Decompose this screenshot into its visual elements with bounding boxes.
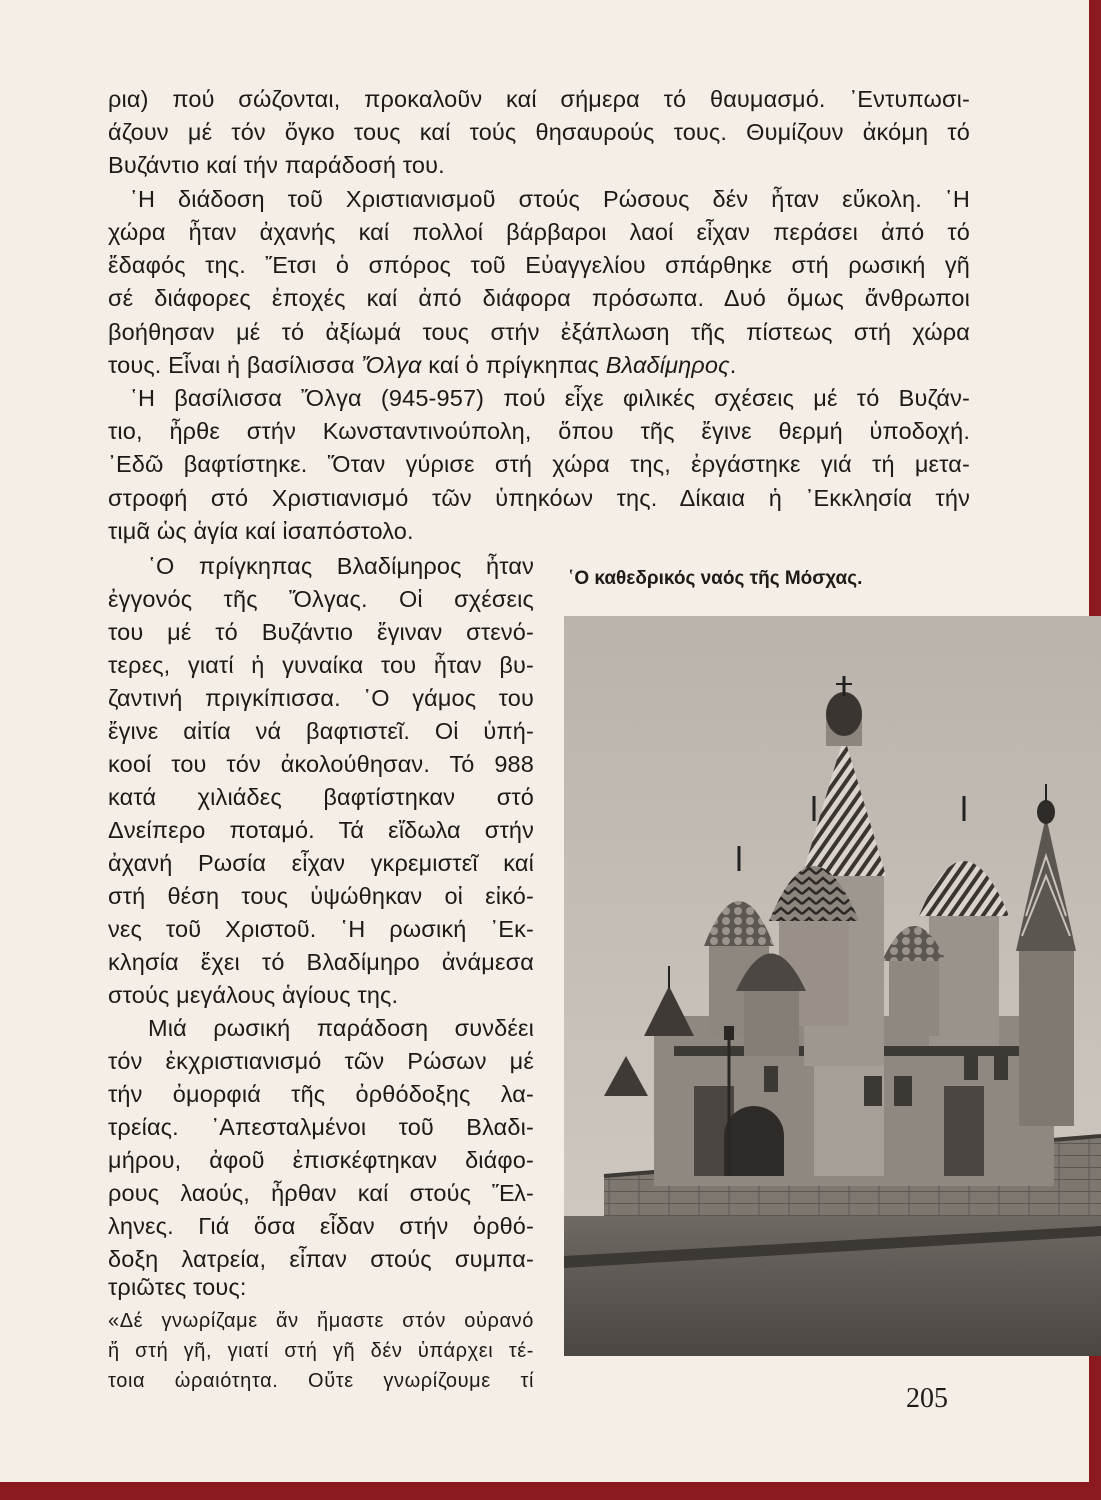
text-line: του μέ τό Βυζάντιο ἔγιναν στενό- <box>108 619 534 645</box>
photo-caption: ῾Ο καθεδρικός ναός τῆς Μόσχας. <box>568 568 863 589</box>
text-line: σέ διάφορες ἐποχές καί ἀπό διάφορα πρόσωπα. Δυό ὅμως ἄνθρωποι <box>108 285 970 311</box>
text-line: κοοί του τόν ἀκολούθησαν. Τό 988 <box>108 751 534 777</box>
text-line: τρείας. ᾿Απεσταλμένοι τοῦ Βλαδι- <box>108 1114 534 1140</box>
text-line: ἔδαφός της. Ἔτσι ὁ σπόρος τοῦ Εὐαγγελίου σπάρθηκε στή ρωσική γῆ <box>108 252 970 278</box>
cathedral-photo <box>564 616 1101 1356</box>
text-line: χώρα ἦταν ἀχανής καί πολλοί βάρβαροι λαοί εἶχαν περάσει ἀπό τό <box>108 219 970 245</box>
text-line: τιο, ἦρθε στήν Κωνσταντινούπολη, ὅπου τῆς ἔγινε θερμή ὑποδοχή. <box>108 418 970 444</box>
text-line: ῾Ο πρίγκηπας Βλαδίμηρος ἦταν <box>148 553 534 579</box>
text-line: δοξη λατρεία, εἶπαν στούς συμπα- <box>108 1246 534 1272</box>
text-line: ῾Η βασίλισσα Ὄλγα (945-957) πού εἶχε φιλικές σχέσεις μέ τό Βυζάν- <box>130 385 970 411</box>
text-line: Δνείπερο ποταμό. Τά εἴδωλα στήν <box>108 817 534 843</box>
page-number: 205 <box>906 1383 948 1414</box>
text-line: άζουν μέ τόν ὄγκο τους καί τούς θησαυρούς τους. Θυμίζουν ἀκόμη τό <box>108 119 970 145</box>
text-line: νες τοῦ Χριστοῦ. ῾Η ρωσική ᾿Εκ- <box>108 916 534 942</box>
text-line: ἔγινε αἰτία νά βαφτιστεῖ. Οἱ ὑπή- <box>108 718 534 744</box>
quote-line: ἤ στή γῆ, γιατί στή γῆ δέν ὑπάρχει τέ- <box>108 1340 534 1362</box>
text-line: τόν ἐκχριστιανισμό τῶν Ρώσων μέ <box>108 1048 534 1074</box>
text-line: ἐγγονός τῆς Ὄλγας. Οἱ σχέσεις <box>108 586 534 612</box>
text-line: Βυζάντιο καί τήν παράδοσή του. <box>108 152 445 178</box>
text-line: τήν ὀμορφιά τῆς ὀρθόδοξης λα- <box>108 1081 534 1107</box>
text-line: στούς μεγάλους ἁγίους της. <box>108 982 399 1008</box>
text-span: καί ὁ πρίγκηπας <box>421 352 606 378</box>
text-line: στή θέση τους ὑψώθηκαν οἱ εἰκό- <box>108 883 534 909</box>
text-line: ρους λαούς, ἦρθαν καί στούς Ἕλ- <box>108 1180 534 1206</box>
text-line: ἀχανή Ρωσία εἶχαν γκρεμιστεῖ καί <box>108 850 534 876</box>
quote-line: «Δέ γνωρίζαμε ἄν ἤμαστε στόν οὐρανό <box>108 1310 534 1332</box>
text-line: Μιά ρωσική παράδοση συνδέει <box>148 1015 534 1041</box>
quote-line: τοια ὡραιότητα. Οὔτε γνωρίζουμε τί <box>108 1370 534 1392</box>
text-line: μήρου, ἀφοῦ ἐπισκέφτηκαν διάφο- <box>108 1147 534 1173</box>
text-line <box>108 350 736 380</box>
text-span: . <box>729 352 737 378</box>
text-line: κατά χιλιάδες βαφτίστηκαν στό <box>108 784 534 810</box>
text-line: κλησία ἔχει τό Βλαδίμηρο ἀνάμεσα <box>108 949 534 975</box>
text-line: βοήθησαν μέ τό ἀξίωμά τους στήν ἐξάπλωση τῆς πίστεως στή χώρα <box>108 319 970 345</box>
text-line: ρια) πού σώζονται, προκαλοῦν καί σήμερα τό θαυμασμό. ᾿Εντυπωσι- <box>108 86 970 112</box>
italic-name: Βλαδίμηρος <box>605 352 730 378</box>
text-line: τιμᾶ ὡς ἁγία καί ἰσαπόστολο. <box>108 518 414 544</box>
page-edge <box>0 1482 1101 1500</box>
italic-name: Ὄλγα <box>361 352 422 378</box>
text-line: ᾿Εδῶ βαφτίστηκε. Ὅταν γύρισε στή χώρα της, ἐργάστηκε γιά τή μετα- <box>108 451 970 477</box>
text-line: στροφή στό Χριστιανισμό τῶν ὑπηκόων της. Δίκαια ἡ ᾿Εκκλησία τήν <box>108 485 970 511</box>
text-span: τους. Εἶναι ἡ βασίλισσα <box>108 352 362 378</box>
text-line: ζαντινή πριγκίπισσα. ῾Ο γάμος του <box>108 685 534 711</box>
text-line: ῾Η διάδοση τοῦ Χριστιανισμοῦ στούς Ρώσους δέν ἦταν εὔκολη. ῾Η <box>130 186 970 212</box>
text-line: τριῶτες τους: <box>108 1274 247 1300</box>
text-line: τερες, γιατί ἡ γυναίκα του ἦταν βυ- <box>108 652 534 678</box>
text-line: ληνες. Γιά ὅσα εἶδαν στήν ὀρθό- <box>108 1213 534 1239</box>
